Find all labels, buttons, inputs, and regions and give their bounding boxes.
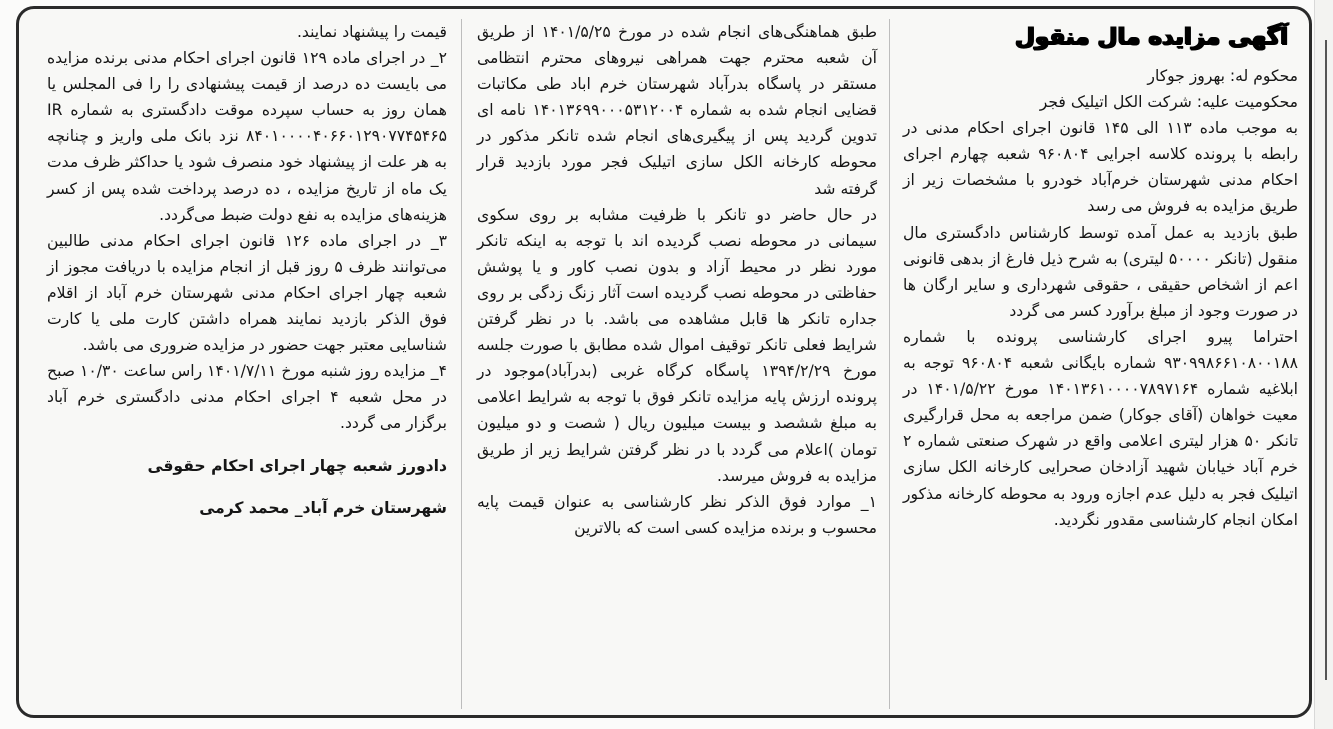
defendant-line: محکومیت علیه: شرکت الکل اتیلیک فجر <box>1039 93 1298 112</box>
condition-3: ۳_ در اجرای ماده ۱۲۶ قانون اجرای احکام مدنی طالبین می‌توانند ظرف ۵ روز قبل از انجام مزایده با دریافت مجوز از شعبه چهار اجرای احکام مدنی شهرستان خرم آباد از اقلام فوق الذکر بازدید نمایند همراه داشتن کارت ملی یا کارت شناسایی معتبر جهت حضور در مزایده ضروری می باشد. <box>42 231 448 355</box>
signature-title: دادورز شعبه چهار اجرای احکام حقوقی <box>147 456 447 475</box>
coordination-paragraph: طبق هماهنگی‌های انجام شده در مورخ ۱۴۰۱/۵/۲۵ از طریق آن شعبه محترم جهت همراهی نیروهای محترم انتظامی مستقر در پاسگاه بدرآباد شهرستان خرم اباد طی مکاتبات قضایی انجام شده به شماره ۱۴۰۱۳۶۹۹۰۰۰۵۳۱۲۰۰۴ نامه ای تدوین گردید پس از پیگیری‌های انجام شده تانکر مذکور در محوطه کارخانه الکل سازی اتیلیک فجر مورد بازدید قرار گرفته شد <box>472 23 878 198</box>
condition-2: ۲_ در اجرای ماده ۱۲۹ قانون اجرای احکام مدنی برنده مزایده می بایست ده درصد از قیمت پیشنهادی را را فی المجلس یا همان روز به حساب سپرده موقت دادگستری به شماره IR ۸۴۰۱۰۰۰۰۴۰۶۶۰۱۲۹۰۷۷۴۵۴۶۵ نزد بانک ملی واریز و چنانچه به هر علت از پیشنهاد خود منصرف شود یا حداکثر ظرف مدت یک ماه از تاریخ مزایده ، ده درصد پرداخت شده پس از کسر هزینه‌های مزایده به نفع دولت ضبط می‌گردد. <box>42 49 447 224</box>
condition-1: ۱_ موارد فوق الذکر نظر کارشناسی به عنوان قیمت پایه محسوب و برنده مزایده کسی است که بالاترین <box>472 492 877 537</box>
condition-1-continued: قیمت را پیشنهاد نمایند. <box>296 23 447 41</box>
tank-condition-paragraph: در حال حاضر دو تانکر با ظرفیت مشابه بر روی سکوی سیمانی در محوطه نصب گردیده اند با توجه به اینکه تانکر مورد نظر در محیط آزاد و بدون نصب کاور و یا پوشش حفاظتی در محوطه نصب گردیده است آثار زنگ زدگی بر روی جداره تانکر ها قابل مشاهده می باشد. با در نظر گرفتن شرایط فعلی تانکر توقیف اموال شده مطابق با صورت جلسه مورخ ۱۳۹۴/۲/۲۹ پاسگاه کرگاه غربی (بدرآباد)موجود در پرونده ارزش پایه مزایده تانکر فوق با توجه به شرایط اعلامی به مبلغ ششصد و بیست میلیون ریال ( شصت و دو میلیون تومان )اعلام می گردد با در نظر گرفتن شرایط زیر از طریق مزایده به فروش میرسد. <box>472 205 877 485</box>
inspection-paragraph: طبق بازدید به عمل آمده توسط کارشناس دادگستری مال منقول (تانکر ۵۰۰۰۰ لیتری) به شرح ذیل فارغ از بدهی قانونی اعم از اشخاص حقیقی ، حقوقی شهرداری و سایر ارگان ها در صورت وجود از مبلغ برآورد کسر می گردد <box>898 223 1299 320</box>
page-edge-line <box>1325 40 1327 680</box>
notice-frame <box>16 6 1312 718</box>
notice-column-middle <box>472 19 878 541</box>
column-divider <box>889 19 890 709</box>
condition-4: ۴_ مزایده روز شنبه مورخ ۱۴۰۱/۷/۱۱ راس ساعت ۱۰/۳۰ صبح در محل شعبه ۴ اجرای احکام مدنی دادگستری خرم آباد برگزار می گردد. <box>42 362 447 433</box>
column-divider <box>461 19 462 709</box>
notice-title: آگهی مزایده مال منقول <box>1014 24 1288 50</box>
signature-name: شهرستان خرم آباد_ محمد کرمی <box>199 498 447 517</box>
legal-basis-paragraph: به موجب ماده ۱۱۳ الی ۱۴۵ قانون اجرای احکام مدنی در رابطه با پرونده کلاسه اجرایی ۹۶۰۸۰۴ شعبه چهارم اجرای احکام مدنی شهرستان خرم‌آباد خودرو با مشخصات زیر از طریق مزایده به فروش می رسد <box>898 119 1299 216</box>
notice-column-right <box>898 19 1299 533</box>
notice-column-left <box>42 19 448 521</box>
plaintiff-line: محکوم له: بهروز جوکار <box>1147 67 1298 85</box>
expert-report-paragraph: احتراما پیرو اجرای کارشناسی پرونده با شماره ۹۳۰۹۹۸۶۶۱۰۸۰۰۱۸۸ شماره بایگانی شعبه ۹۶۰۸۰۴ توجه به ابلاغیه شماره ۱۴۰۱۳۶۱۰۰۰۰۷۸۹۷۱۶۴ مورخ ۱۴۰۱/۵/۲۲ در معیت خواهان (آقای جوکار) ضمن مراجعه به محل قرارگیری تانکر ۵۰ هزار لیتری اعلامی واقع در شهرک صنعتی شماره ۲ خرم آباد خیابان شهید آزادخان صحرایی کارخانه الکل سازی اتیلیک فجر به دلیل عدم اجازه ورود به محوطه کارخانه مذکور امکان انجام کارشناسی مقدور نگردید. <box>898 327 1298 529</box>
page-edge <box>1314 0 1333 729</box>
